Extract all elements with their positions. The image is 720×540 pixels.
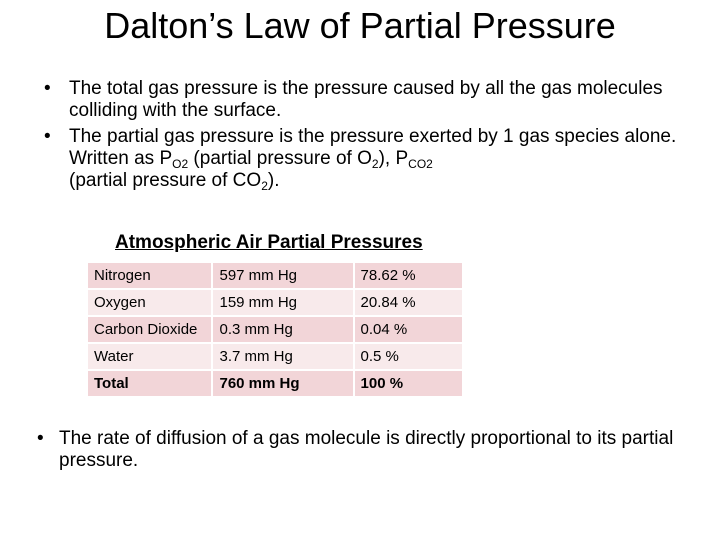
table-cell-gas: Oxygen: [87, 289, 212, 316]
table-cell-gas: Total: [87, 370, 212, 397]
bullet-item: [44, 78, 694, 122]
table-row: [87, 289, 463, 316]
table-cell-pressure: 760 mm Hg: [212, 370, 353, 397]
bottom-bullet: [37, 428, 709, 472]
bullet-icon: •: [44, 78, 51, 99]
partial-pressure-table: [86, 261, 464, 398]
table-cell-pressure: 597 mm Hg: [212, 262, 353, 289]
table-cell-percent: 78.62 %: [354, 262, 463, 289]
table-cell-pressure: 159 mm Hg: [212, 289, 353, 316]
subscript: CO2: [408, 157, 433, 171]
table-row: [87, 370, 463, 397]
table-title: Atmospheric Air Partial Pressures: [115, 232, 423, 253]
subscript: 2: [371, 157, 379, 171]
slide-title: Dalton’s Law of Partial Pressure: [104, 5, 616, 46]
table-row: [87, 316, 463, 343]
subscript: O2: [172, 157, 189, 171]
bullet-icon: •: [44, 126, 51, 147]
table-row: [87, 262, 463, 289]
table-cell-percent: 100 %: [354, 370, 463, 397]
bullet-text-part: ).: [267, 170, 280, 191]
table-cell-percent: 0.04 %: [354, 316, 463, 343]
bullet-text-part: ), P: [378, 148, 409, 169]
table-body: [87, 262, 463, 397]
table-cell-percent: 0.5 %: [354, 343, 463, 370]
table-cell-gas: Water: [87, 343, 212, 370]
bullet-text: The rate of diffusion of a gas molecule is directly proportional to its partial pressure.: [59, 428, 674, 471]
table-cell-gas: Nitrogen: [87, 262, 212, 289]
bullet-text-part: The partial gas pressure is the pressure exerted by 1 gas species alone. Written as P: [69, 126, 677, 169]
table-cell-gas: Carbon Dioxide: [87, 316, 212, 343]
bullet-list: [44, 78, 694, 196]
table-cell-percent: 20.84 %: [354, 289, 463, 316]
bullet-text: [69, 126, 676, 191]
subscript: 2: [261, 179, 268, 193]
table-cell-pressure: 0.3 mm Hg: [212, 316, 353, 343]
table-cell-pressure: 3.7 mm Hg: [212, 343, 353, 370]
bullet-text-part: (partial pressure of CO: [69, 170, 262, 191]
bullet-icon: •: [37, 428, 44, 449]
bullet-text: The total gas pressure is the pressure caused by all the gas molecules colliding with the surface.: [69, 78, 663, 121]
bullet-text-part: (partial pressure of O: [188, 148, 372, 169]
table-row: [87, 343, 463, 370]
bullet-item: [44, 126, 694, 192]
